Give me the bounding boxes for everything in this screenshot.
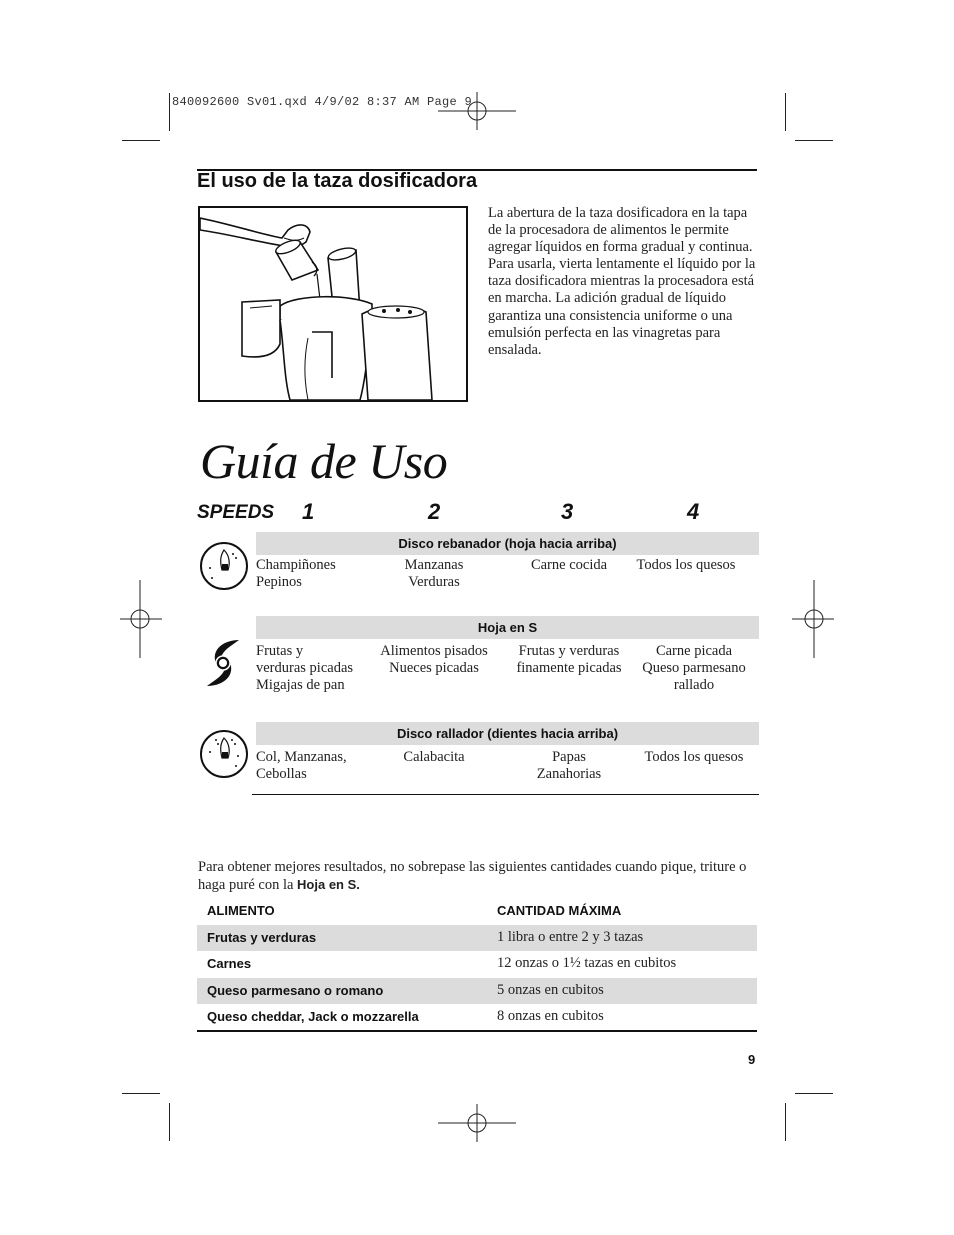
quantity-table — [197, 898, 757, 1031]
quantity-note — [198, 858, 758, 894]
table-bottom-rule — [197, 1030, 757, 1032]
blade3-speed2-cell — [371, 749, 497, 766]
table-row — [197, 951, 757, 978]
speed-2: 2 — [428, 499, 441, 524]
header-food: ALIMENTO — [207, 903, 275, 918]
food-processor-illustration — [200, 208, 466, 400]
blade-band-s-blade: Hoja en S — [256, 616, 759, 639]
note-bold: Hoja en S. — [297, 877, 360, 892]
row-quantity: 12 onzas o 1½ tazas en cubitos — [497, 955, 677, 971]
cell-line: Champiñones — [256, 557, 336, 573]
table-row — [197, 978, 757, 1005]
cell-line: Frutas y — [256, 643, 304, 659]
cell-line: Manzanas — [404, 557, 464, 573]
page-number: 9 — [748, 1052, 756, 1067]
blade-band-shredding: Disco rallador (dientes hacia arriba) — [256, 722, 759, 745]
blade1-speed3-cell — [506, 557, 632, 574]
cell-line: Verduras — [408, 574, 460, 590]
speed-3: 3 — [561, 499, 574, 524]
speeds-label: SPEEDS — [197, 502, 275, 523]
blade-band-slicing: Disco rebanador (hoja hacia arriba) — [256, 532, 759, 555]
blade3-speed4-cell — [631, 749, 757, 766]
cell-line: Pepinos — [256, 574, 302, 590]
blade1-speed2-cell — [371, 557, 497, 591]
table-end-rule — [252, 794, 759, 795]
intro-paragraph: La abertura de la taza dosificadora en la tapa de la procesadora de alimentos le permite agregar líquidos en forma gradual y continua. Para usarla, vierta lentamente el líquido por la taza dosificadora mientras la procesadora está en marcha. La adición gradual de líquido garantiza una consistencia uniforme o una emulsión perfecta en las vinagretas para ensalada. — [488, 205, 756, 358]
registration-mark-bottom — [438, 1104, 516, 1144]
print-slug: 840092600 Sv01.qxd 4/9/02 8:37 AM Page 9 — [172, 95, 473, 109]
cell-line: Zanahorias — [536, 766, 602, 782]
blade1-speed4-cell — [625, 557, 747, 574]
illustration-frame — [198, 206, 468, 402]
blade3-speed3-cell — [506, 749, 632, 783]
blade3-speed1-cell — [256, 749, 376, 783]
table-header-row — [197, 898, 757, 925]
cell-line: Col, Manzanas, — [256, 749, 347, 765]
speed-1: 1 — [302, 499, 315, 524]
row-food: Carnes — [207, 956, 252, 971]
note-text: Para obtener mejores resultados, no sobrepase las siguientes cantidades cuando pique, triture o haga puré con la — [198, 859, 747, 893]
registration-mark-left — [118, 580, 162, 658]
cell-line: finamente picadas — [516, 660, 622, 676]
blade2-speed4-cell — [631, 643, 757, 694]
blade2-speed1-cell — [256, 643, 376, 694]
cell-line: Calabacita — [403, 749, 465, 765]
cell-line: Nueces picadas — [389, 660, 479, 676]
row-food: Queso cheddar, Jack o mozzarella — [207, 1009, 419, 1024]
header-max-quantity: CANTIDAD MÁXIMA — [497, 903, 622, 918]
table-row — [197, 925, 757, 952]
slicing-disc-icon — [200, 542, 248, 590]
cell-line: rallado — [673, 677, 715, 693]
blade2-speed2-cell — [371, 643, 497, 677]
cell-line: Papas — [552, 749, 586, 765]
cell-line: Frutas y verduras — [518, 643, 620, 659]
section-title: El uso de la taza dosificadora — [197, 170, 478, 192]
cell-line: Alimentos pisados — [380, 643, 488, 659]
cell-line: verduras picadas — [256, 660, 354, 676]
shredding-disc-icon — [200, 730, 248, 778]
row-quantity: 5 onzas en cubitos — [497, 981, 604, 998]
blade1-speed1-cell — [256, 557, 376, 591]
cell-line: Carne picada — [655, 643, 733, 659]
blade2-speed3-cell — [506, 643, 632, 677]
s-blade-icon — [203, 638, 243, 688]
row-quantity: 8 onzas en cubitos — [497, 1008, 604, 1024]
guide-title: Guía de Uso — [200, 433, 448, 489]
registration-mark-right — [792, 580, 836, 658]
row-quantity: 1 libra o entre 2 y 3 tazas — [497, 928, 644, 945]
row-food: Frutas y verduras — [207, 929, 317, 945]
cell-line: Todos los quesos — [636, 557, 736, 573]
speed-4: 4 — [687, 499, 700, 524]
cell-line: Todos los quesos — [644, 749, 744, 765]
table-row — [197, 1004, 757, 1031]
cell-line: Cebollas — [256, 766, 307, 782]
cell-line: Queso parmesano — [642, 660, 746, 676]
cell-line: Carne cocida — [530, 557, 608, 573]
row-food: Queso parmesano o romano — [207, 982, 384, 998]
cell-line: Migajas de pan — [256, 677, 345, 693]
